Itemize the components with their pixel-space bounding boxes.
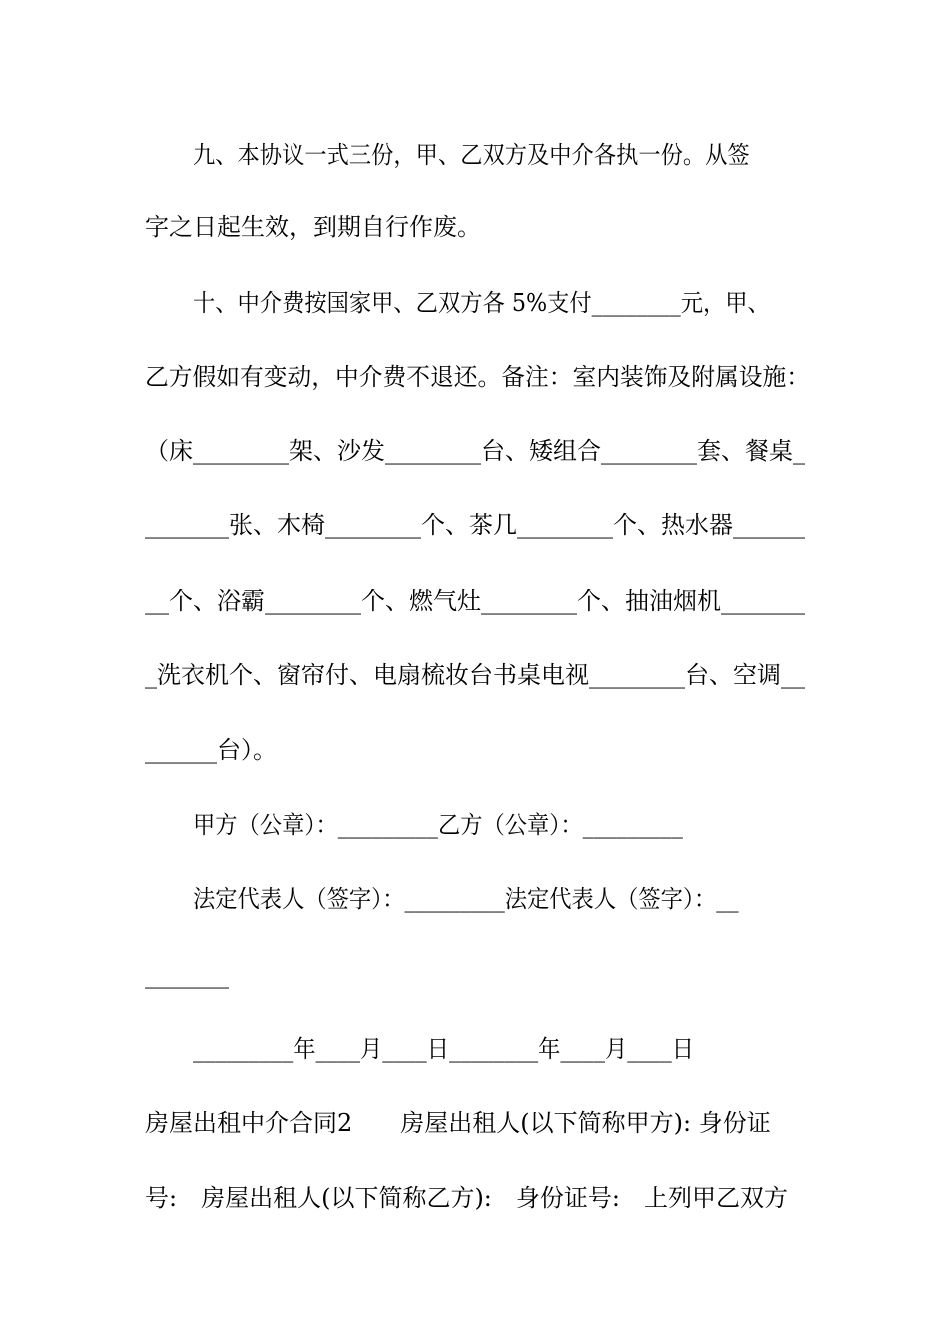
date-line: _________年____月____日________年____月____日 bbox=[193, 1035, 695, 1063]
furnishing-list-line-5: ______台）。 bbox=[145, 736, 277, 764]
clause-nine-line-2: 字之日起生效，到期自行作废。 bbox=[145, 213, 481, 241]
furnishing-list-line-1: （床________架、沙发________台、矮组合________套、餐桌_ bbox=[145, 437, 805, 465]
contract-two-line-2: 号: 房屋出租人(以下简称乙方): 身份证号: 上列甲乙双方 bbox=[145, 1184, 788, 1212]
clause-ten-line-1: 十、中介费按国家甲、乙双方各 5%支付________元，甲、 bbox=[193, 289, 770, 317]
contract-two-line-1: 房屋出租中介合同2 房屋出租人(以下简称甲方): 身份证 bbox=[145, 1109, 771, 1137]
legal-rep-signature-line-2: _______ bbox=[145, 961, 229, 989]
furnishing-list-line-4: _洗衣机个、窗帘付、电扇梳妆台书桌电视________台、空调__ bbox=[145, 661, 805, 689]
legal-rep-signature-line-1: 法定代表人（签字）：_________法定代表人（签字）：__ bbox=[193, 885, 739, 913]
party-seal-line: 甲方（公章）：_________乙方（公章）：_________ bbox=[193, 811, 683, 839]
clause-ten-line-2: 乙方假如有变动，中介费不退还。备注：室内装饰及附属设施： bbox=[145, 363, 810, 391]
furnishing-list-line-3: __个、浴霸________个、燃气灶________个、抽油烟机_______ bbox=[145, 587, 805, 615]
clause-nine-line-1: 九、本协议一式三份，甲、乙双方及中介各执一份。从签 bbox=[193, 141, 750, 169]
furnishing-list-line-2: _______张、木椅________个、茶几________个、热水器______ bbox=[145, 511, 805, 539]
